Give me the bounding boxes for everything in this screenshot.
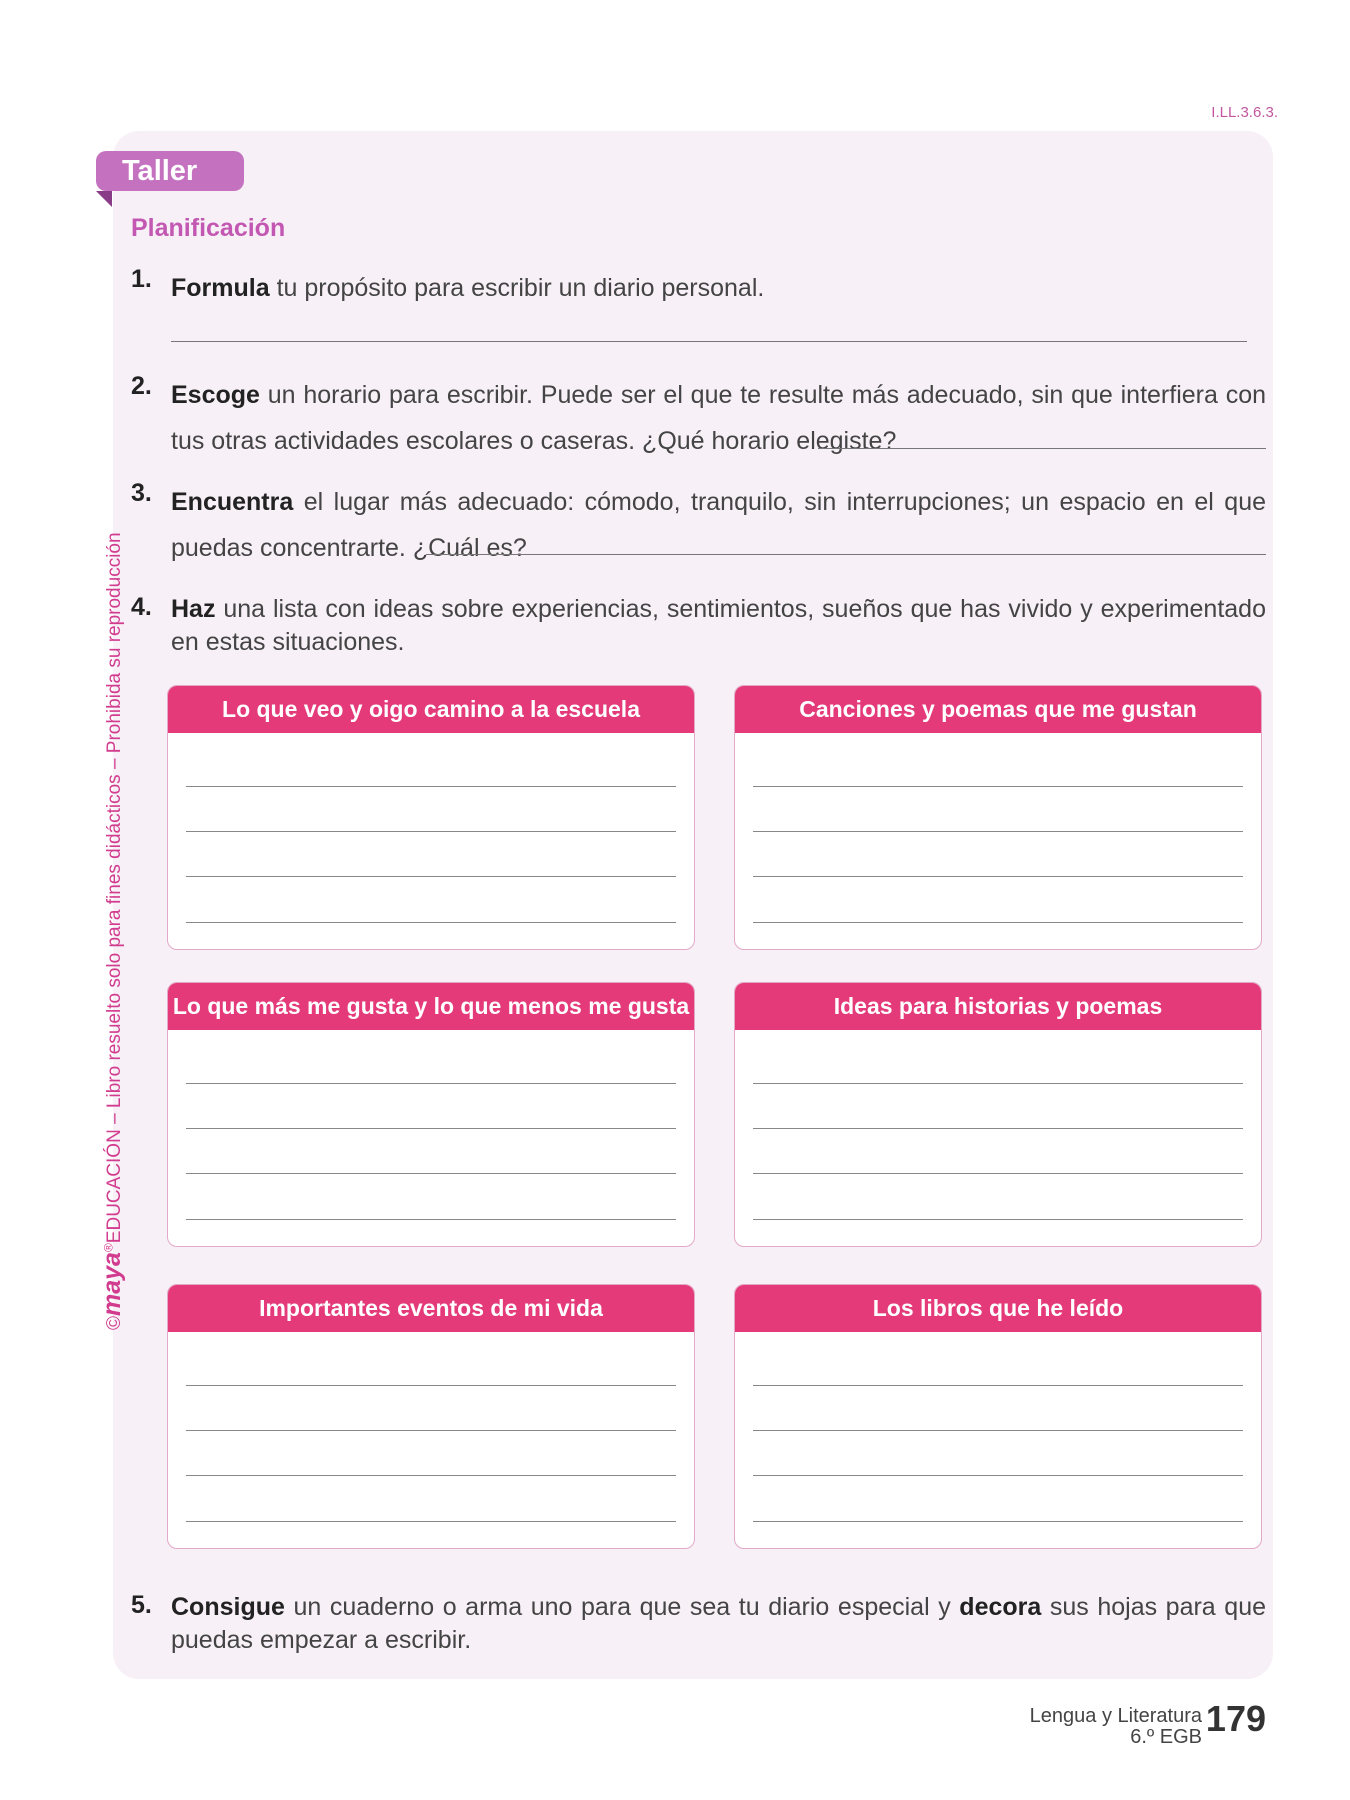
writing-line[interactable] — [753, 922, 1243, 923]
item-text-2: sus hojas para que puedas empezar a escribir. — [171, 1593, 1267, 1654]
copyright-sidebar — [98, 532, 127, 1330]
box-title: Importantes eventos de mi vida — [168, 1285, 694, 1332]
taller-tab: Taller — [96, 151, 244, 191]
idea-box-6 — [734, 1284, 1262, 1549]
writing-line[interactable] — [753, 1219, 1243, 1220]
box-title: Canciones y poemas que me gustan — [735, 686, 1261, 733]
writing-line[interactable] — [186, 1521, 676, 1522]
tab-fold-decoration — [96, 191, 112, 207]
item-number: 3. — [131, 479, 152, 507]
item-verb: Escoge — [171, 381, 260, 409]
idea-box-1 — [167, 685, 695, 950]
item-verb: Encuentra — [171, 488, 294, 516]
writing-line[interactable] — [753, 1128, 1243, 1129]
item-text: una lista con ideas sobre experiencias, sentimientos, sueños que has vivido y experimentado en estas situaciones. — [171, 595, 1266, 656]
answer-line-2[interactable] — [818, 448, 1266, 449]
item-text: el lugar más adecuado: cómodo, tranquilo, sin interrupciones; un espacio en el que puedas concentrarte. ¿Cuál es? — [171, 488, 1266, 562]
writing-line[interactable] — [753, 1430, 1243, 1431]
writing-line[interactable] — [753, 1385, 1243, 1386]
curriculum-code: I.LL.3.6.3. — [1211, 104, 1278, 121]
writing-line[interactable] — [186, 1475, 676, 1476]
subject-name: Lengua y Literatura — [1029, 1705, 1202, 1727]
item-verb: Consigue — [171, 1593, 285, 1621]
copyright-symbol: © — [104, 1316, 125, 1330]
answer-line-1[interactable] — [171, 341, 1247, 342]
writing-line[interactable] — [186, 786, 676, 787]
writing-line[interactable] — [186, 1173, 676, 1174]
writing-line[interactable] — [753, 876, 1243, 877]
writing-line[interactable] — [186, 876, 676, 877]
writing-line[interactable] — [753, 831, 1243, 832]
writing-line[interactable] — [753, 786, 1243, 787]
registered-mark: ® — [101, 1243, 116, 1253]
item-verb: Formula — [171, 274, 270, 302]
writing-line[interactable] — [753, 1475, 1243, 1476]
writing-line[interactable] — [186, 1385, 676, 1386]
copyright-text: EDUCACIÓN – Libro resuelto solo para fines didácticos – Prohibida su reproducción — [104, 532, 125, 1244]
writing-line[interactable] — [186, 922, 676, 923]
writing-line[interactable] — [186, 1430, 676, 1431]
item-number: 4. — [131, 593, 152, 621]
item-text: un horario para escribir. Puede ser el que te resulte más adecuado, sin que interfiera con tus otras actividades escolares o caseras. ¿Qué horario elegiste? — [171, 381, 1266, 455]
maya-logo: maya — [98, 1252, 126, 1316]
box-title: Ideas para historias y poemas — [735, 983, 1261, 1030]
writing-line[interactable] — [186, 831, 676, 832]
item-verb: Haz — [171, 595, 216, 623]
writing-line[interactable] — [753, 1083, 1243, 1084]
writing-line[interactable] — [753, 1521, 1243, 1522]
item-number: 2. — [131, 372, 152, 400]
box-title: Lo que veo y oigo camino a la escuela — [168, 686, 694, 733]
item-number: 1. — [131, 265, 152, 293]
footer-subject — [1030, 1706, 1202, 1748]
item-text: tu propósito para escribir un diario personal. — [269, 274, 765, 302]
writing-line[interactable] — [753, 1173, 1243, 1174]
writing-line[interactable] — [186, 1219, 676, 1220]
idea-box-3 — [167, 982, 695, 1247]
answer-line-3[interactable] — [426, 554, 1266, 555]
list-item-3 — [131, 479, 1266, 571]
writing-line[interactable] — [186, 1128, 676, 1129]
item-text: un cuaderno o arma uno para que sea tu diario especial y — [284, 1593, 960, 1621]
idea-box-2 — [734, 685, 1262, 950]
list-item-1 — [131, 265, 1266, 311]
box-title: Lo que más me gusta y lo que menos me gusta — [168, 983, 694, 1030]
idea-box-4 — [734, 982, 1262, 1247]
page-number: 179 — [1205, 1698, 1266, 1739]
item-verb-2: decora — [959, 1593, 1042, 1621]
grade-label: 6.º EGB — [1130, 1726, 1202, 1748]
writing-line[interactable] — [186, 1083, 676, 1084]
list-item-4 — [131, 593, 1266, 659]
idea-box-5 — [167, 1284, 695, 1549]
list-item-5 — [131, 1591, 1266, 1657]
item-number: 5. — [131, 1591, 152, 1619]
section-title: Planificación — [131, 214, 286, 242]
box-title: Los libros que he leído — [735, 1285, 1261, 1332]
list-item-2 — [131, 372, 1266, 464]
